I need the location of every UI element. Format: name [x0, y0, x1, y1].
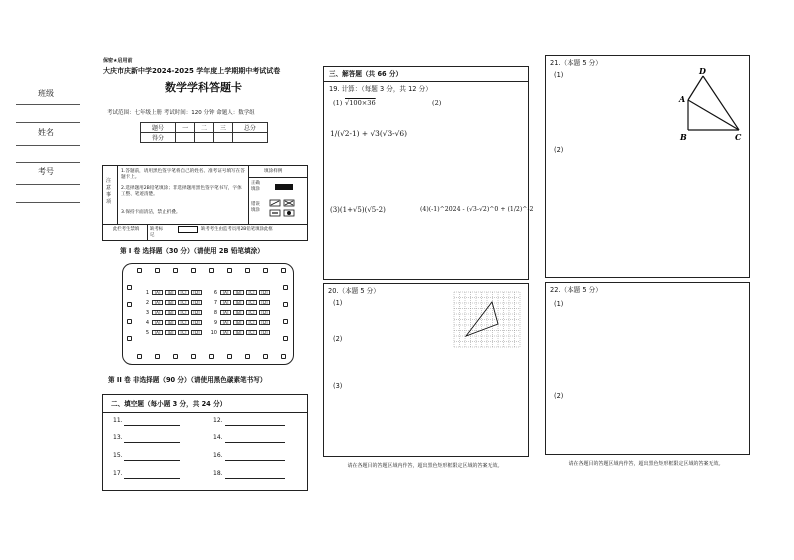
fill-sample-title: 填涂样例: [264, 169, 283, 174]
absent-label: 缺考标记: [150, 227, 164, 238]
q21-triangle-figure: [676, 66, 746, 146]
question-number: 8: [213, 310, 217, 316]
frame-dot: [263, 268, 268, 273]
choice-bubble-b[interactable]: [B]: [165, 300, 176, 305]
question-number: 7: [213, 300, 217, 306]
choice-bubble-b[interactable]: [B]: [233, 300, 244, 305]
choice-bubble-b[interactable]: [B]: [233, 310, 244, 315]
choice-bubble-d[interactable]: [D]: [259, 310, 270, 315]
score-table-row: [141, 133, 268, 143]
part1-title: 第 I 卷 选择题（30 分）（请使用 2B 铅笔填涂）: [120, 247, 264, 255]
score-input[interactable]: [213, 133, 232, 143]
divider: [248, 177, 307, 178]
choice-bubble-a[interactable]: [A]: [220, 290, 231, 295]
question-number: 5: [145, 330, 149, 336]
fill-blank-title: 二、填空题（每小题 3 分，共 24 分）: [111, 400, 227, 408]
choice-bubble-c[interactable]: [C]: [246, 290, 257, 295]
choice-bubble-c[interactable]: [C]: [178, 290, 189, 295]
frame-dot: [281, 354, 286, 359]
choice-bubble-d[interactable]: [D]: [259, 290, 270, 295]
q22-answer-area[interactable]: [548, 311, 748, 451]
question-number: 3: [145, 310, 149, 316]
q20-part-2: (2): [333, 335, 343, 343]
frame-dot: [191, 268, 196, 273]
blank-answer-line[interactable]: [225, 442, 285, 443]
frame-dot: [155, 354, 160, 359]
frame-dot: [283, 336, 288, 341]
q22-part-2: (2): [554, 392, 564, 400]
question-number: 10: [210, 330, 217, 336]
choice-bubble-a[interactable]: [A]: [220, 320, 231, 325]
reserved-label: 此栏考生禁填: [112, 227, 140, 232]
choice-bubble-a[interactable]: [A]: [220, 330, 231, 335]
triangle-label-c: C: [735, 132, 742, 142]
score-cell: 三: [213, 123, 232, 133]
choice-bubble-d[interactable]: [D]: [191, 310, 202, 315]
blank-label: 16.: [213, 452, 223, 459]
score-cell: 一: [176, 123, 195, 133]
absent-checkbox[interactable]: [178, 226, 198, 233]
notice-label: 注意事项: [106, 178, 112, 205]
divider: [103, 412, 307, 413]
divider: [324, 81, 528, 82]
choice-box: [122, 263, 294, 365]
triangle-label-b: B: [680, 132, 687, 142]
choice-bubble-a[interactable]: [A]: [152, 330, 163, 335]
frame-dot: [245, 354, 250, 359]
frame-dot: [263, 354, 268, 359]
score-table-header-row: [141, 123, 268, 133]
divider: [117, 166, 118, 224]
choice-bubble-d[interactable]: [D]: [191, 290, 202, 295]
frame-dot: [281, 268, 286, 273]
blank-answer-line[interactable]: [124, 442, 180, 443]
blank-answer-line[interactable]: [124, 478, 180, 479]
divider: [16, 122, 80, 123]
frame-dot: [127, 336, 132, 341]
mid-footer-note: 请在各题目的答题区域内作答，超出黑色矩形框限定区域的答案无效。: [347, 463, 503, 469]
frame-dot: [173, 268, 178, 273]
fill-blank-section: [102, 394, 308, 491]
q22-part-1: (1): [554, 300, 564, 308]
q22-title: 22.（本题 5 分）: [550, 286, 602, 294]
blank-label: 15.: [113, 452, 123, 459]
choice-bubble-b[interactable]: [B]: [165, 320, 176, 325]
exam-info: 考试范围：七年级上册 考试时间：120 分钟 命题人：数学组: [107, 110, 255, 116]
frame-dot: [209, 268, 214, 273]
frame-dot: [127, 319, 132, 324]
frame-dot: [227, 268, 232, 273]
card-title: 数学学科答题卡: [165, 81, 242, 94]
question-number: 1: [145, 290, 149, 296]
choice-bubble-c[interactable]: [C]: [178, 330, 189, 335]
blank-label: 13.: [113, 434, 123, 441]
school-title: 大庆市庆新中学2024-2025 学年度上学期期中考试试卷: [103, 67, 281, 75]
q19-3-expr: (3)(1+√5)(√5-2): [330, 206, 386, 214]
exam-number-line[interactable]: [16, 184, 80, 185]
choice-bubble-b[interactable]: [B]: [165, 290, 176, 295]
choice-bubble-c[interactable]: [C]: [178, 300, 189, 305]
choice-bubble-c[interactable]: [C]: [246, 300, 257, 305]
choice-bubble-d[interactable]: [D]: [259, 300, 270, 305]
divider: [103, 224, 307, 225]
blank-answer-line[interactable]: [124, 460, 180, 461]
notice-item-1: 1.答题前，请用黑色签字笔将自己的姓名、准考证号填写在答题卡上。: [121, 169, 245, 180]
right-footer-note: 请在各题目的答题区域内作答，超出黑色矩形框限定区域的答案无效。: [568, 461, 724, 467]
q20-box: [323, 283, 529, 457]
q19-1-label: (1): [333, 99, 343, 107]
q20-answer-area[interactable]: [326, 354, 526, 454]
notice-box: [102, 165, 308, 241]
class-line[interactable]: [16, 104, 80, 105]
frame-dot: [127, 302, 132, 307]
choice-bubble-c[interactable]: [C]: [246, 330, 257, 335]
q20-title: 20.（本题 5 分）: [328, 287, 380, 295]
blank-answer-line[interactable]: [124, 425, 180, 426]
blank-label: 17.: [113, 470, 123, 477]
score-table: [140, 122, 268, 143]
q20-grid-figure: [452, 290, 522, 352]
frame-dot: [245, 268, 250, 273]
q22-box: [545, 282, 750, 455]
fill-correct-sample: [275, 184, 293, 190]
blank-label: 12.: [213, 417, 223, 424]
q21-answer-area[interactable]: [548, 156, 748, 274]
score-input[interactable]: [195, 133, 214, 143]
question-number: 4: [145, 320, 149, 326]
frame-dot: [127, 285, 132, 290]
score-cell: 总分: [232, 123, 267, 133]
blank-label: 18.: [213, 470, 223, 477]
q19-box: [323, 66, 534, 280]
q19-1-expr: √100×36: [345, 99, 376, 107]
question-number: 2: [145, 300, 149, 306]
score-cell: 二: [195, 123, 214, 133]
frame-dot: [191, 354, 196, 359]
choice-bubble-d[interactable]: [D]: [191, 320, 202, 325]
frame-dot: [155, 268, 160, 273]
choice-bubble-d[interactable]: [D]: [191, 330, 202, 335]
absent-instruction: 缺考考生由监考员用2B铅笔填涂此框: [201, 227, 273, 232]
frame-dot: [209, 354, 214, 359]
divider: [248, 166, 249, 224]
score-cell: 题号: [141, 123, 176, 133]
q21-box: [545, 55, 750, 278]
choice-bubble-a[interactable]: [A]: [152, 300, 163, 305]
frame-dot: [137, 354, 142, 359]
score-input[interactable]: [232, 133, 267, 143]
choice-bubble-a[interactable]: [A]: [152, 320, 163, 325]
question-number: 9: [213, 320, 217, 326]
q21-title: 21.（本题 5 分）: [550, 59, 602, 67]
choice-bubble-b[interactable]: [B]: [165, 310, 176, 315]
choice-bubble-a[interactable]: [A]: [220, 300, 231, 305]
blank-label: 11.: [113, 417, 123, 424]
choice-bubble-d[interactable]: [D]: [259, 330, 270, 335]
q19-4-expr: (4)(-1)^2024 - (√3-√2)^0 + (1/2)^-2: [420, 206, 534, 213]
frame-dot: [173, 354, 178, 359]
notice-item-2: 2.选择题用2B铅笔填涂；非选择题用黑色签字笔书写，字体工整、笔迹清楚。: [121, 186, 242, 197]
choice-bubble-b[interactable]: [B]: [233, 320, 244, 325]
q19-answer-area[interactable]: [326, 111, 526, 277]
question-number: 6: [213, 290, 217, 296]
frame-dot: [283, 285, 288, 290]
fill-wrong-sample-icon: [268, 198, 304, 220]
exam-number-label: 考号: [38, 167, 54, 176]
q19-2-label: (2): [432, 99, 442, 107]
fill-correct-label: 正确填涂: [251, 181, 260, 192]
choice-bubble-b[interactable]: [B]: [233, 290, 244, 295]
score-input[interactable]: [176, 133, 195, 143]
fill-wrong-label: 错误填涂: [251, 202, 260, 213]
solve-title: 三、解答题（共 66 分）: [329, 70, 403, 78]
frame-dot: [283, 319, 288, 324]
grid-triangle: [466, 302, 498, 336]
choice-bubble-a[interactable]: [A]: [152, 290, 163, 295]
choice-bubble-a[interactable]: [A]: [220, 310, 231, 315]
blank-answer-line[interactable]: [225, 478, 285, 479]
blank-answer-line[interactable]: [225, 460, 285, 461]
name-line[interactable]: [16, 145, 80, 146]
name-label: 姓名: [38, 128, 54, 137]
divider: [147, 224, 148, 240]
choice-bubble-b[interactable]: [B]: [165, 330, 176, 335]
divider: [16, 202, 80, 203]
triangle-label-d: D: [699, 66, 706, 76]
choice-bubble-d[interactable]: [D]: [259, 320, 270, 325]
choice-bubble-c[interactable]: [C]: [246, 310, 257, 315]
choice-bubble-c[interactable]: [C]: [178, 320, 189, 325]
q21-part-2: (2): [554, 146, 564, 154]
q20-part-3: (3): [333, 382, 343, 390]
choice-bubble-d[interactable]: [D]: [191, 300, 202, 305]
blank-answer-line[interactable]: [225, 425, 285, 426]
choice-bubble-b[interactable]: [B]: [233, 330, 244, 335]
triangle-label-a: A: [679, 94, 686, 104]
choice-bubble-c[interactable]: [C]: [246, 320, 257, 325]
q19-title: 19. 计算：（每题 3 分，共 12 分）: [329, 85, 432, 93]
q20-part-1: (1): [333, 299, 343, 307]
score-cell: 得分: [141, 133, 176, 143]
notice-item-3: 3.保持卡面清洁，禁止折叠。: [121, 210, 181, 215]
frame-dot: [283, 302, 288, 307]
secret-mark: 保密★启用前: [103, 58, 133, 64]
blank-label: 14.: [213, 434, 223, 441]
divider: [16, 162, 80, 163]
frame-dot: [227, 354, 232, 359]
choice-bubble-a[interactable]: [A]: [152, 310, 163, 315]
q21-part-1: (1): [554, 71, 564, 79]
choice-bubble-c[interactable]: [C]: [178, 310, 189, 315]
q19-2-expr: 1/(√2-1) + √3(√3-√6): [330, 129, 407, 138]
class-label: 班级: [38, 89, 54, 98]
part2-title: 第 II 卷 非选择题（90 分）（请使用黑色碳素笔书写）: [108, 376, 267, 384]
frame-dot: [137, 268, 142, 273]
